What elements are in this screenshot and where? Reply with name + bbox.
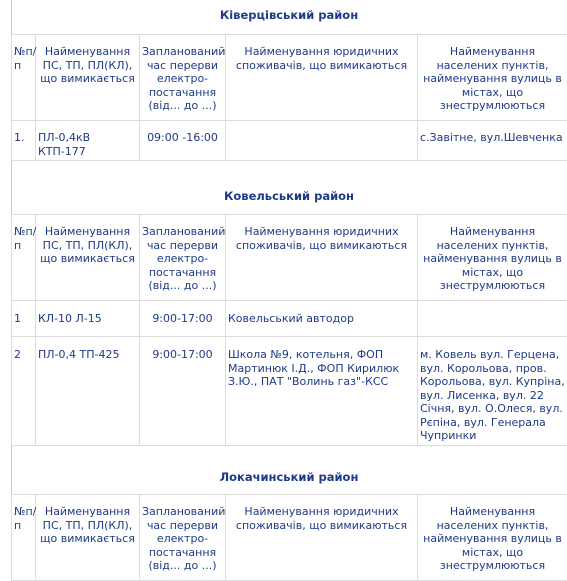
header-settlements: Найменування населених пунктів, найменування вулиць в містах, що знеструмлюються: [418, 35, 567, 121]
header-settlements: Найменування населених пунктів, найменування вулиць в містах, що знеструмлюються: [418, 215, 567, 301]
cell-num: 1.: [12, 121, 36, 161]
cell-time: 09:00 -16:00: [140, 121, 226, 161]
outage-table: [11, 494, 567, 581]
table-row: [12, 121, 567, 161]
table-header-row: [12, 495, 567, 581]
district-title: Ківерцівський район: [11, 8, 567, 22]
table-row: [12, 301, 567, 337]
cell-settlements: [418, 301, 567, 337]
table-header-row: [12, 35, 567, 121]
header-consumers: Найменування юридичних споживачів, що вимикаються: [226, 215, 418, 301]
cell-object: ПЛ-0,4 ТП-425: [36, 337, 140, 446]
cell-consumers: [226, 121, 418, 161]
cell-time: 9:00-17:00: [140, 301, 226, 337]
header-object: Найменування ПС, ТП, ПЛ(КЛ), що вимикається: [36, 35, 140, 121]
header-time: Запланований час перерви електро-постачання (від... до ...): [140, 215, 226, 301]
header-num: №п/п: [12, 215, 36, 301]
header-object: Найменування ПС, ТП, ПЛ(КЛ), що вимикається: [36, 495, 140, 581]
cell-object: КЛ-10 Л-15: [36, 301, 140, 337]
outage-table: [11, 34, 567, 161]
district-title: Локачинський район: [11, 470, 567, 484]
cell-consumers: Школа №9, котельня, ФОП Мартинюк І.Д., ФОП Кирилюк З.Ю., ПАТ "Волинь газ"-КСС: [226, 337, 418, 446]
cell-num: 2: [12, 337, 36, 446]
header-settlements: Найменування населених пунктів, найменування вулиць в містах, що знеструмлюються: [418, 495, 567, 581]
cell-object: ПЛ-0,4кВ КТП-177: [36, 121, 140, 161]
header-num: №п/п: [12, 495, 36, 581]
cell-settlements: м. Ковель вул. Герцена, вул. Корольова, пров. Корольова, вул. Купріна, вул. Лисенка, вул. 22 Січня, вул. О.Олеся, вул. Рєпіна, вул. Генерала Чупринки: [418, 337, 567, 446]
header-object: Найменування ПС, ТП, ПЛ(КЛ), що вимикається: [36, 215, 140, 301]
header-num: №п/п: [12, 35, 36, 121]
outage-table: [11, 214, 567, 446]
header-time: Запланований час перерви електро-постачання (від... до ...): [140, 35, 226, 121]
district-title: Ковельський район: [11, 189, 567, 203]
cell-time: 9:00-17:00: [140, 337, 226, 446]
cell-settlements: с.Завітне, вул.Шевченка: [418, 121, 567, 161]
header-consumers: Найменування юридичних споживачів, що вимикаються: [226, 495, 418, 581]
cell-num: 1: [12, 301, 36, 337]
table-header-row: [12, 215, 567, 301]
cell-consumers: Ковельський автодор: [226, 301, 418, 337]
header-time: Запланований час перерви електро-постачання (від... до ...): [140, 495, 226, 581]
header-consumers: Найменування юридичних споживачів, що вимикаються: [226, 35, 418, 121]
table-row: [12, 337, 567, 446]
